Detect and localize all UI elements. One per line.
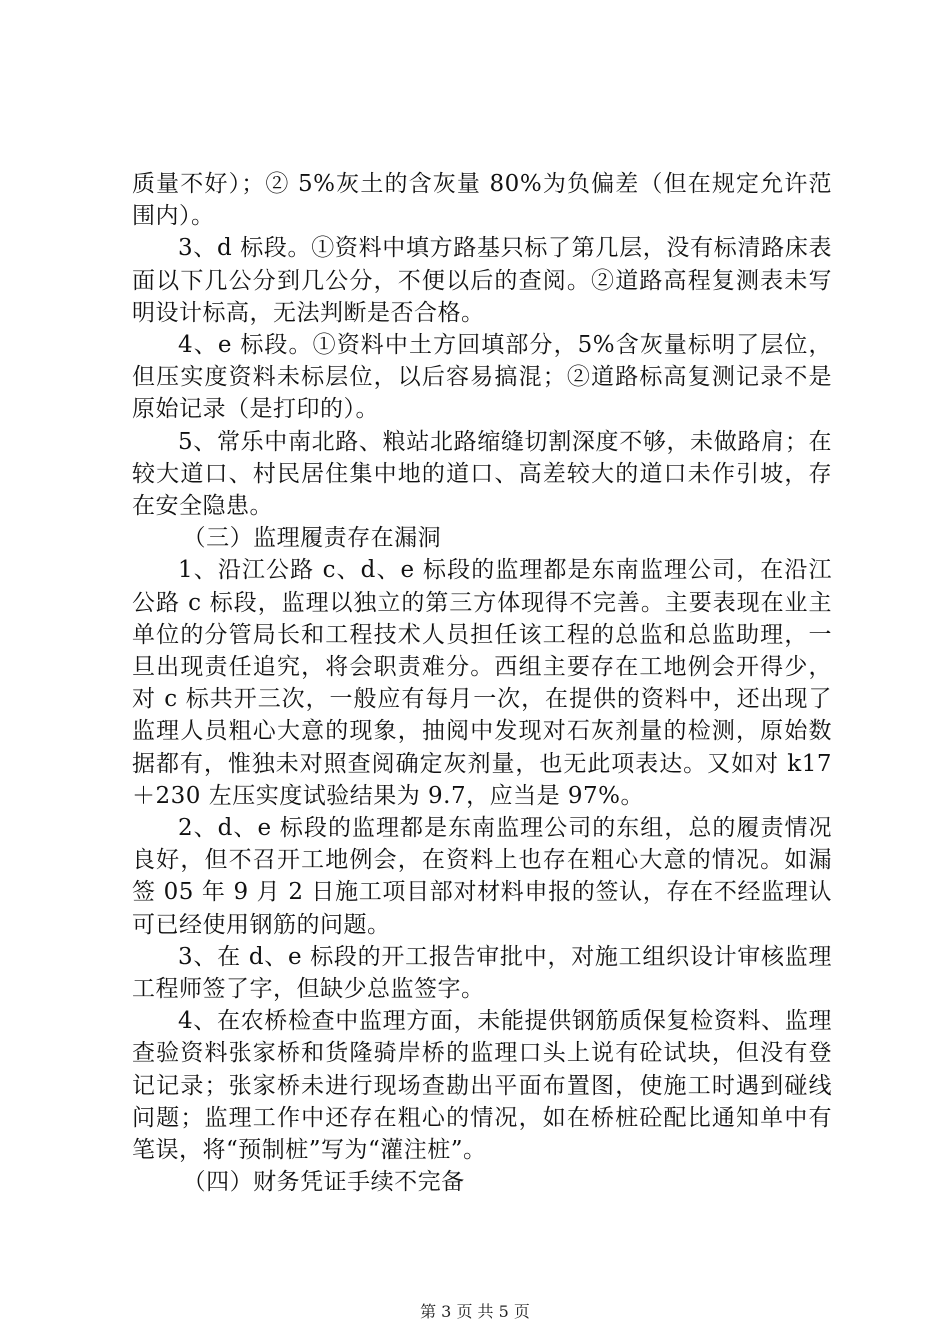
paragraph-supervision-3: 3、在 d、e 标段的开工报告审批中，对施工组织设计审核监理工程师签了字，但缺少总监签字。 — [132, 943, 832, 1003]
paragraph-road-joints: 5、常乐中南北路、粮站北路缩缝切割深度不够，未做路肩；在较大道口、村民居住集中地的道口、高差较大的道口未作引坡，存在安全隐患。 — [132, 428, 832, 520]
paragraph-supervision-2: 2、d、e 标段的监理都是东南监理公司的东组，总的履责情况良好，但不召开工地例会，在资料上也存在粗心大意的情况。如漏签 05 年 9 月 2 日施工项目部对材料申报的签认，存在不经监理认可已经使用钢筋的问题。 — [132, 815, 832, 938]
heading-supervision-gaps: （三）监理履责存在漏洞 — [182, 525, 442, 552]
page-number-footer: 第 3 页 共 5 页 — [420, 1302, 530, 1321]
document-body — [132, 168, 832, 1199]
heading-financial-vouchers: （四）财务凭证手续不完备 — [182, 1169, 465, 1196]
paragraph-section-d: 3、d 标段。①资料中填方路基只标了第几层，没有标清路床表面以下几公分到几公分，不便以后的查阅。②道路高程复测表未写明设计标高，无法判断是否合格。 — [132, 235, 832, 326]
paragraph-supervision-1: 1、沿江公路 c、d、e 标段的监理都是东南监理公司，在沿江公路 c 标段，监理以独立的第三方体现得不完善。主要表现在业主单位的分管局长和工程技术人员担任该工程的总监和总监助理，一旦出现责任追究，将会职责难分。西组主要存在工地例会开得少，对 c 标共开三次，一般应有每月一次，在提供的资料中，还出现了监理人员粗心大意的现象，抽阅中发现对石灰剂量的检测，原始数据都有，惟独未对照查阅确定灰剂量，也无此项表达。又如对 k17＋230 左压实度试验结果为 9.7，应当是 97%。 — [132, 557, 832, 809]
paragraph-section-e: 4、e 标段。①资料中土方回填部分，5%含灰量标明了层位，但压实度资料未标层位，以后容易搞混；②道路标高复测记录不是原始记录（是打印的）。 — [132, 332, 832, 423]
paragraph-supervision-4: 4、在农桥检查中监理方面，未能提供钢筋质保复检资料、监理查验资料张家桥和货隆骑岸桥的监理口头上说有砼试块，但没有登记记录；张家桥未进行现场查勘出平面布置图，使施工时遇到碰线问题；监理工作中还存在粗心的情况，如在桥桩砼配比通知单中有笔误，将“预制桩”写为“灌注桩”。 — [132, 1008, 832, 1164]
paragraph-lime-soil-continuation: 质量不好）；② 5%灰土的含灰量 80%为负偏差（但在规定允许范围内）。 — [132, 171, 832, 230]
